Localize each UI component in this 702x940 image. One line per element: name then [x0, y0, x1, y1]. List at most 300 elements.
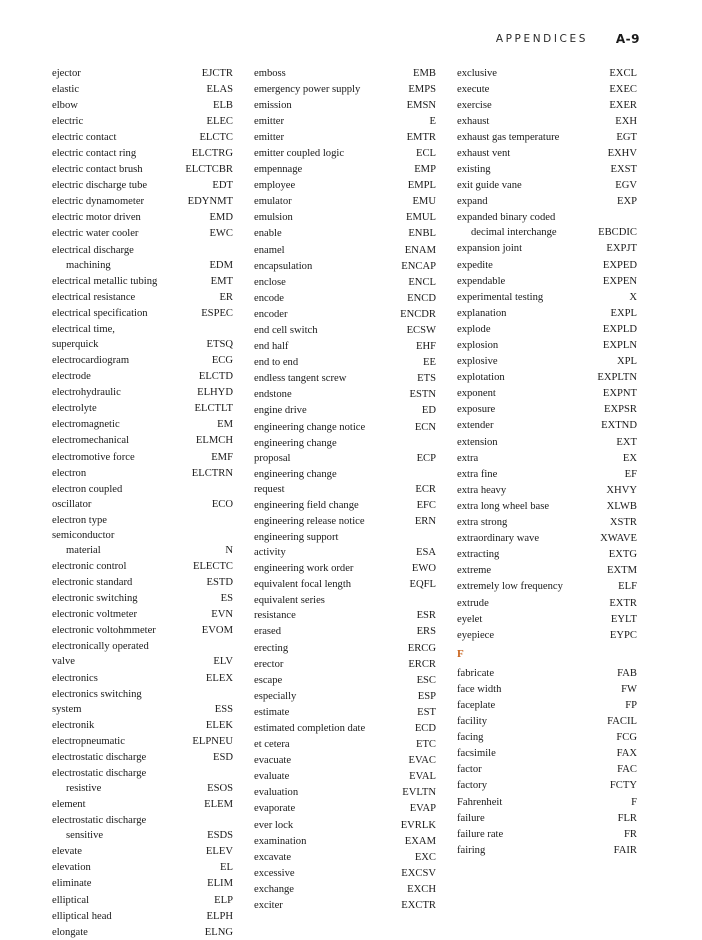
entry-abbreviation: EWC — [209, 228, 233, 240]
entry-term: electronic standard — [52, 577, 133, 589]
abbreviation-entry — [457, 81, 637, 97]
entry-abbreviation: EXAM — [404, 835, 436, 847]
entry-term: engineering release notice — [254, 515, 365, 527]
entry-term: execute — [457, 83, 490, 95]
entry-abbreviation: FR — [624, 828, 637, 840]
entry-abbreviation: ELP — [214, 894, 233, 906]
abbreviation-entry — [457, 482, 637, 498]
abbreviation-entry — [254, 737, 436, 753]
abbreviation-entry — [52, 797, 233, 813]
abbreviation-entry — [457, 810, 637, 826]
entry-abbreviation: EMPS — [408, 83, 436, 95]
entry-term: explanation — [457, 307, 507, 319]
entry-abbreviation: ECG — [211, 355, 233, 366]
entry-abbreviation: F — [631, 796, 637, 808]
entry-term: empennage — [254, 164, 303, 176]
entry-term: electronics — [52, 672, 98, 684]
abbreviation-entry — [52, 162, 233, 178]
abbreviation-column-3 — [457, 65, 637, 858]
entry-term: expanded binary coded — [457, 212, 556, 224]
entry-term: enamel — [254, 244, 285, 256]
entry-term: electronic switching — [52, 593, 138, 605]
entry-abbreviation: FLR — [617, 812, 637, 824]
page-number: A-9 — [615, 32, 640, 46]
entry-term: electron type semiconductor — [52, 514, 115, 541]
entry-abbreviation: EVN — [211, 609, 233, 621]
abbreviation-column-2 — [254, 65, 436, 914]
entry-term: excavate — [254, 851, 292, 863]
entry-abbreviation: XWAVE — [600, 533, 637, 545]
entry-term: factor — [457, 764, 482, 776]
entry-abbreviation: N — [225, 544, 233, 556]
abbreviation-entry — [52, 733, 233, 749]
abbreviation-entry — [52, 813, 233, 844]
entry-abbreviation: EVOM — [201, 625, 233, 637]
abbreviation-entry — [254, 355, 436, 371]
entry-term: extremely low frequency — [457, 581, 563, 593]
entry-term: et cetera — [254, 739, 290, 751]
abbreviation-entry — [254, 577, 436, 593]
entry-abbreviation: ELPH — [206, 910, 233, 922]
abbreviation-entry — [254, 162, 436, 178]
abbreviation-entry — [254, 226, 436, 242]
page-header — [0, 32, 702, 48]
entry-abbreviation: EMP — [414, 164, 436, 176]
entry-abbreviation: FAIR — [613, 844, 637, 856]
entry-term: failure rate — [457, 828, 504, 840]
abbreviation-entry — [52, 321, 233, 352]
entry-abbreviation: ELB — [212, 99, 233, 111]
abbreviation-entry — [457, 97, 637, 113]
entry-abbreviation: ES — [220, 593, 233, 605]
abbreviation-entry — [52, 623, 233, 639]
entry-abbreviation: EXPEN — [602, 275, 637, 287]
abbreviation-entry — [254, 339, 436, 355]
entry-abbreviation: EMU — [412, 196, 436, 208]
section-title: APPENDICES — [495, 33, 588, 45]
entry-abbreviation: EGT — [616, 131, 637, 143]
abbreviation-entry — [457, 338, 637, 354]
entry-term: electromechanical — [52, 435, 130, 447]
abbreviation-entry — [52, 481, 233, 512]
abbreviation-entry — [457, 762, 637, 778]
abbreviation-entry — [52, 145, 233, 161]
abbreviation-entry — [254, 290, 436, 306]
abbreviation-entry — [457, 113, 637, 129]
entry-abbreviation: ESC — [416, 674, 436, 686]
abbreviation-entry — [52, 575, 233, 591]
entry-term: erased — [254, 626, 282, 638]
entry-term: endstone — [254, 389, 292, 401]
entry-term: electric — [52, 115, 84, 127]
abbreviation-entry — [52, 670, 233, 686]
entry-abbreviation: EDT — [212, 180, 233, 192]
entry-abbreviation: XLWB — [606, 500, 637, 512]
entry-abbreviation: EXER — [609, 99, 637, 111]
abbreviation-entry — [457, 842, 637, 858]
entry-term: ejector — [52, 67, 81, 79]
abbreviation-entry — [254, 817, 436, 833]
entry-term: explosion — [457, 340, 499, 351]
entry-term: encapsulation — [254, 260, 313, 272]
entry-term: electropneumatic — [52, 735, 125, 747]
abbreviation-entry — [52, 558, 233, 574]
abbreviation-entry — [52, 129, 233, 145]
entry-abbreviation: EMTR — [406, 131, 436, 143]
entry-term: evacuate — [254, 755, 292, 767]
entry-abbreviation: XHVY — [606, 484, 637, 496]
abbreviation-entry — [254, 145, 436, 161]
entry-abbreviation: EWO — [411, 563, 436, 575]
entry-term-continuation: machining — [66, 259, 111, 271]
abbreviation-entry — [52, 433, 233, 449]
entry-term: factory — [457, 780, 487, 792]
abbreviation-entry — [52, 369, 233, 385]
entry-term: employee — [254, 180, 296, 192]
abbreviation-entry — [457, 595, 637, 611]
entry-abbreviation: EXPLTN — [597, 372, 637, 384]
abbreviation-entry — [457, 450, 637, 466]
abbreviation-entry — [457, 129, 637, 145]
entry-term: electrical specification — [52, 307, 148, 319]
entry-term: electronic voltmeter — [52, 609, 138, 621]
entry-abbreviation: ESPEC — [201, 307, 233, 319]
entry-abbreviation: EVAL — [409, 771, 436, 783]
entry-abbreviation: EYLT — [610, 613, 637, 625]
abbreviation-entry — [52, 908, 233, 924]
entry-term: expendable — [457, 275, 506, 287]
entry-abbreviation: ESDS — [207, 830, 233, 842]
entry-abbreviation: ESR — [416, 610, 436, 622]
abbreviation-entry — [52, 765, 233, 796]
entry-term: Fahrenheit — [457, 796, 503, 808]
entry-term: encode — [254, 292, 284, 304]
abbreviation-entry — [457, 305, 637, 321]
abbreviation-entry — [457, 714, 637, 730]
entry-term: electric contact — [52, 131, 117, 143]
entry-abbreviation: ETSQ — [206, 338, 233, 350]
abbreviation-entry — [457, 563, 637, 579]
entry-abbreviation: EHF — [415, 341, 436, 353]
entry-abbreviation: EXTG — [608, 549, 637, 561]
abbreviation-entry — [254, 753, 436, 769]
abbreviation-entry — [254, 769, 436, 785]
entry-abbreviation: X — [629, 291, 637, 303]
entry-abbreviation: ER — [219, 291, 233, 303]
entry-term: engineering work order — [254, 563, 354, 575]
entry-abbreviation: EXPNT — [602, 388, 637, 400]
abbreviation-entry — [457, 273, 637, 289]
abbreviation-entry — [254, 97, 436, 113]
entry-abbreviation: EXP — [616, 196, 637, 208]
entry-term: faceplate — [457, 699, 496, 711]
entry-term: evaporate — [254, 803, 296, 815]
entry-abbreviation: EVRLK — [400, 819, 436, 831]
entry-term: eyepiece — [457, 629, 495, 641]
entry-term: emission — [254, 99, 292, 111]
abbreviation-entry — [457, 402, 637, 418]
entry-term: electrical time, superquick — [52, 323, 115, 350]
entry-abbreviation: ESD — [212, 751, 233, 763]
entry-term: electronic voltohmmeter — [52, 625, 156, 637]
entry-abbreviation: EM — [217, 419, 233, 431]
entry-abbreviation: ECP — [416, 452, 436, 464]
entry-abbreviation: FACIL — [607, 716, 637, 728]
entry-abbreviation: EXTM — [606, 565, 637, 577]
entry-term: electromagnetic — [52, 419, 120, 431]
entry-term: fairing — [457, 844, 486, 856]
entry-abbreviation: EXPJT — [606, 243, 637, 255]
entry-term: electrostatic discharge — [52, 751, 147, 763]
abbreviation-entry — [254, 194, 436, 210]
abbreviation-entry — [457, 257, 637, 273]
abbreviation-entry — [457, 547, 637, 563]
entry-term: emboss — [254, 67, 286, 79]
entry-term: encoder — [254, 308, 288, 320]
abbreviation-entry — [457, 145, 637, 161]
entry-term: facility — [457, 716, 488, 728]
entry-abbreviation: EYPC — [609, 629, 637, 641]
entry-term: elongate — [52, 926, 88, 938]
entry-term: electrical metallic tubing — [52, 275, 158, 287]
entry-term: electrostatic discharge — [52, 815, 147, 827]
entry-abbreviation: ECR — [415, 483, 436, 495]
abbreviation-entry — [52, 892, 233, 908]
abbreviation-entry — [254, 242, 436, 258]
abbreviation-entry — [254, 435, 436, 466]
entry-term: explotation — [457, 372, 505, 384]
entry-abbreviation: EMD — [209, 212, 233, 224]
entry-term: engineering support activity — [254, 532, 339, 559]
abbreviation-entry — [254, 306, 436, 322]
entry-abbreviation: EXHV — [607, 147, 637, 159]
abbreviation-entry — [52, 512, 233, 558]
entry-term: emulsion — [254, 212, 293, 224]
entry-term: engineering change notice — [254, 421, 366, 433]
abbreviation-entry — [52, 289, 233, 305]
abbreviation-entry — [254, 593, 436, 624]
abbreviation-column-1 — [52, 65, 233, 940]
abbreviation-entry — [52, 242, 233, 273]
entry-term: examination — [254, 835, 307, 847]
entry-abbreviation: EVAC — [408, 755, 436, 767]
entry-abbreviation: FCTY — [609, 780, 637, 792]
entry-term: emitter — [254, 131, 285, 143]
entry-term: facing — [457, 732, 484, 744]
entry-term: electric contact brush — [52, 164, 143, 176]
entry-abbreviation: EXST — [610, 164, 637, 176]
entry-abbreviation: EXCSV — [401, 867, 436, 879]
entry-term: electric motor driven — [52, 212, 141, 224]
abbreviation-entry — [254, 849, 436, 865]
abbreviation-entry — [457, 794, 637, 810]
abbreviation-entry — [52, 749, 233, 765]
entry-term-continuation: sensitive — [66, 830, 104, 842]
entry-abbreviation: EXPSR — [604, 404, 637, 416]
entry-term: electronically operated valve — [52, 641, 149, 668]
entry-abbreviation: ESS — [214, 703, 233, 715]
entry-term: electrolyte — [52, 403, 97, 415]
abbreviation-entry — [254, 419, 436, 435]
entry-term: electric contact ring — [52, 147, 137, 159]
entry-term: evaluation — [254, 787, 299, 799]
entry-abbreviation: EMPL — [407, 180, 436, 192]
abbreviation-entry — [254, 210, 436, 226]
entry-abbreviation: ESP — [417, 690, 436, 702]
entry-abbreviation: ELV — [213, 656, 233, 668]
entry-abbreviation: ECSW — [406, 325, 436, 336]
entry-abbreviation: XPL — [616, 356, 637, 368]
entry-abbreviation: ED — [421, 405, 436, 417]
entry-term: extraordinary wave — [457, 533, 540, 545]
abbreviation-entry — [254, 865, 436, 881]
abbreviation-entry — [457, 241, 637, 257]
abbreviation-entry — [52, 417, 233, 433]
entry-term: erecting — [254, 642, 289, 654]
entry-abbreviation: ERS — [416, 626, 436, 638]
entry-abbreviation: ETS — [417, 373, 436, 385]
entry-term: erector — [254, 658, 284, 670]
abbreviation-entry — [457, 697, 637, 713]
entry-term: extreme — [457, 565, 492, 577]
entry-term-continuation: material — [66, 544, 101, 556]
entry-term: extrude — [457, 597, 489, 609]
entry-term: electric water cooler — [52, 228, 139, 240]
entry-abbreviation: ESA — [415, 547, 436, 559]
entry-term: engine drive — [254, 405, 307, 417]
entry-term: eyelet — [457, 613, 483, 625]
abbreviation-entry — [254, 258, 436, 274]
abbreviation-entry — [457, 354, 637, 370]
abbreviation-entry — [457, 289, 637, 305]
abbreviation-entry — [457, 826, 637, 842]
entry-term: ever lock — [254, 819, 294, 831]
abbreviation-entry — [254, 129, 436, 145]
entry-abbreviation: ELF — [618, 581, 637, 593]
entry-term: failure — [457, 812, 485, 824]
entry-abbreviation: XSTR — [609, 517, 637, 529]
entry-term: explode — [457, 323, 491, 335]
abbreviation-entry — [52, 401, 233, 417]
entry-abbreviation: EE — [423, 357, 436, 369]
abbreviation-entry — [52, 353, 233, 369]
abbreviation-entry — [457, 178, 637, 194]
entry-abbreviation: ELIM — [207, 878, 233, 890]
entry-term: equivalent focal length — [254, 579, 352, 591]
entry-term: estimate — [254, 706, 290, 718]
entry-abbreviation: ELEM — [204, 799, 233, 811]
entry-abbreviation: EFC — [416, 499, 436, 511]
abbreviation-entry — [457, 746, 637, 762]
abbreviation-entry — [254, 656, 436, 672]
entry-abbreviation: ELEV — [205, 846, 233, 858]
entry-abbreviation: EXC — [414, 851, 436, 863]
entry-term: extra fine — [457, 468, 498, 480]
entry-term-continuation: resistive — [66, 782, 102, 794]
entry-term: excessive — [254, 867, 295, 879]
abbreviation-entry — [254, 530, 436, 561]
entry-term: elastic — [52, 83, 80, 95]
abbreviation-entry — [254, 640, 436, 656]
entry-term: expedite — [457, 259, 493, 271]
abbreviation-entry — [52, 97, 233, 113]
entry-term: exclusive — [457, 67, 498, 79]
entry-abbreviation: FCG — [616, 732, 637, 744]
abbreviation-entry — [254, 801, 436, 817]
entry-term: exit guide vane — [457, 180, 522, 192]
entry-term: emitter — [254, 115, 285, 127]
entry-abbreviation: ELCTCBR — [185, 164, 233, 176]
abbreviation-entry — [52, 844, 233, 860]
entry-abbreviation: ENCDR — [400, 308, 436, 320]
abbreviation-entry — [457, 370, 637, 386]
entry-term: equivalent series resistance — [254, 595, 325, 622]
entry-abbreviation: ESOS — [207, 782, 233, 794]
abbreviation-entry — [457, 386, 637, 402]
abbreviation-entry — [457, 65, 637, 81]
entry-abbreviation: ELNG — [204, 926, 233, 938]
abbreviation-entry — [457, 194, 637, 210]
entry-abbreviation: ELECTC — [192, 560, 233, 572]
entry-abbreviation: ELAS — [206, 83, 233, 95]
entry-term: escape — [254, 674, 283, 686]
entry-abbreviation: EDM — [209, 259, 233, 271]
entry-term: evaluate — [254, 771, 290, 783]
entry-abbreviation: ELCTRN — [191, 467, 233, 479]
abbreviation-entry — [254, 624, 436, 640]
abbreviation-entry — [254, 178, 436, 194]
entry-term: electric discharge tube — [52, 180, 148, 192]
entry-abbreviation: EMT — [210, 275, 233, 287]
entry-abbreviation: EXEC — [609, 83, 637, 95]
entry-abbreviation: FAX — [616, 748, 637, 760]
entry-abbreviation: EXPL — [610, 307, 637, 319]
abbreviation-entry — [254, 323, 436, 339]
entry-abbreviation: E — [429, 115, 436, 127]
entry-term: extra — [457, 452, 479, 464]
abbreviation-entry — [457, 162, 637, 178]
entry-abbreviation: FAB — [617, 667, 637, 679]
entry-abbreviation: ESTD — [206, 577, 233, 589]
entry-abbreviation: EQFL — [409, 579, 436, 591]
entry-abbreviation: EXT — [616, 436, 637, 448]
entry-abbreviation: EBCDIC — [598, 227, 637, 239]
entry-term: electronik — [52, 719, 95, 731]
entry-term: emitter coupled logic — [254, 147, 345, 159]
abbreviation-entry — [254, 403, 436, 419]
entry-term: exhaust vent — [457, 147, 511, 159]
entry-term: face width — [457, 683, 502, 695]
abbreviation-entry — [457, 210, 637, 241]
entry-term: explosive — [457, 356, 498, 368]
entry-abbreviation: ELCTD — [198, 371, 233, 383]
entry-abbreviation: ELMCH — [195, 435, 233, 447]
entry-abbreviation: EX — [622, 452, 637, 464]
entry-abbreviation: ETC — [415, 739, 436, 751]
entry-term: extra long wheel base — [457, 500, 550, 512]
entry-abbreviation: FAC — [617, 764, 637, 776]
abbreviation-entry — [457, 611, 637, 627]
abbreviation-entry — [52, 113, 233, 129]
entry-term: elliptical head — [52, 910, 112, 922]
entry-abbreviation: EST — [417, 706, 436, 718]
entry-term: end half — [254, 341, 289, 353]
entry-term: engineering change request — [254, 468, 337, 495]
entry-term: engineering field change — [254, 499, 359, 511]
entry-abbreviation: ECL — [415, 147, 436, 159]
abbreviation-entry — [457, 466, 637, 482]
abbreviation-entry — [457, 418, 637, 434]
